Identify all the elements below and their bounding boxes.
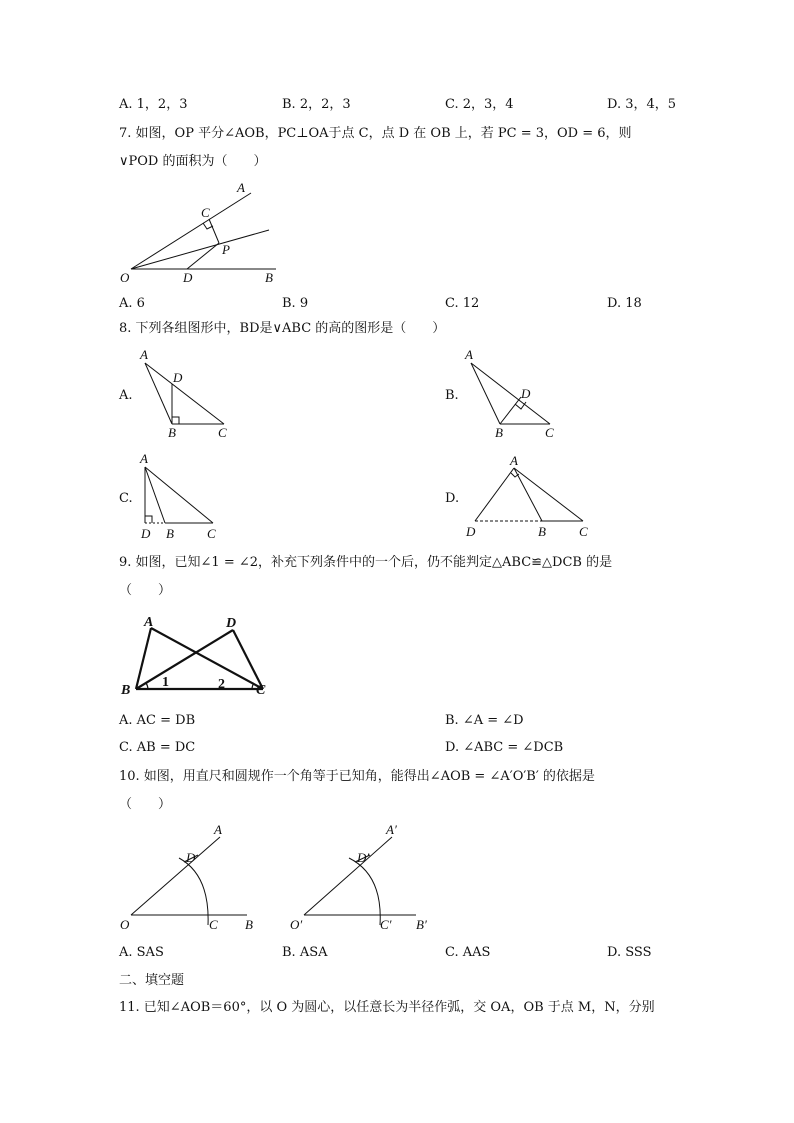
q8c-label-a: A — [140, 451, 148, 466]
q9-label-d: D — [226, 616, 237, 631]
q7-label-b: B — [265, 270, 273, 285]
q10-stem: 10. 如图，用直尺和圆规作一个角等于已知角，能得出∠AOB = ∠A′O′B′ 的依据是 — [119, 769, 595, 784]
q8d-label-a: A — [510, 453, 518, 468]
q9-label-b: B — [121, 683, 131, 698]
q8c-label-d: D — [141, 526, 151, 541]
q10-fig1-label-b: B — [245, 917, 253, 932]
q9-option-a: A. AC = DB — [119, 713, 196, 728]
q7-label-c: C — [201, 205, 210, 220]
q10-fig1-label-a: A — [214, 822, 222, 837]
q10-option-d: D. SSS — [607, 945, 652, 960]
q9-option-d: D. ∠ABC = ∠DCB — [445, 740, 564, 755]
q9-label-c: C — [256, 683, 266, 698]
q6-option-a: A. 1，2，3 — [119, 97, 188, 112]
q6-option-d: D. 3，4，5 — [607, 97, 677, 112]
q10-fig2-label-d: D′ — [357, 850, 370, 865]
q9-option-c: C. AB = DC — [119, 740, 196, 755]
q8b-label-b: B — [495, 425, 503, 440]
q8a-label-d: D — [173, 370, 183, 385]
q7-option-a: A. 6 — [119, 296, 145, 311]
q10-fig2-label-a: A′ — [386, 822, 397, 837]
q8a-label-a: A — [140, 347, 148, 362]
q8c-label-c: C — [207, 526, 216, 541]
q7-option-d: D. 18 — [607, 296, 642, 311]
q10-option-a: A. SAS — [119, 945, 164, 960]
q8-option-a-letter: A. — [119, 388, 133, 403]
q7-stem-line1: 7. 如图，OP 平分∠AOB，PC⊥OA于点 C，点 D 在 OB 上，若 PC = 3，OD = 6，则 — [119, 126, 632, 141]
q8c-label-b: B — [166, 526, 174, 541]
q9-label-2: 2 — [218, 677, 225, 692]
q8d-label-d: D — [466, 524, 476, 539]
q8d-label-b: B — [538, 524, 546, 539]
section-title: 二、填空题 — [119, 973, 185, 988]
q10-fig2-label-c: C′ — [380, 917, 392, 932]
q8a-label-b: B — [168, 425, 176, 440]
q9-label-a: A — [144, 615, 154, 630]
q8-stem: 8. 下列各组图形中，BD是∨ABC 的高的图形是（ ） — [119, 321, 446, 336]
q7-label-p: P — [222, 242, 230, 257]
q9-paren: （ ） — [119, 583, 172, 598]
q8b-label-d: D — [521, 386, 531, 401]
q7-label-o: O — [120, 270, 130, 285]
q10-fig2-label-o: O′ — [290, 917, 303, 932]
q7-label-a: A — [237, 180, 245, 195]
q8-option-c-letter: C. — [119, 491, 133, 506]
q11-stem: 11. 已知∠AOB＝60°，以 O 为圆心，以任意长为半径作弧，交 OA，OB 于点 M，N，分别 — [119, 1000, 655, 1015]
q8-option-b-letter: B. — [445, 388, 459, 403]
q8d-label-c: C — [579, 524, 588, 539]
q9-option-b: B. ∠A = ∠D — [445, 713, 524, 728]
q10-fig2-label-b: B′ — [416, 917, 427, 932]
q7-label-d: D — [183, 270, 193, 285]
q8-option-d-letter: D. — [445, 491, 460, 506]
q10-fig1-label-c: C — [209, 917, 218, 932]
q6-option-c: C. 2，3，4 — [445, 97, 514, 112]
q10-option-b: B. ASA — [282, 945, 328, 960]
q6-option-b: B. 2，2，3 — [282, 97, 351, 112]
q7-stem-line2: ∨POD 的面积为（ ） — [119, 154, 267, 169]
q10-option-c: C. AAS — [445, 945, 491, 960]
q10-paren: （ ） — [119, 797, 172, 812]
q10-fig1-label-d: D — [186, 850, 196, 865]
q10-fig1-label-o: O — [120, 917, 130, 932]
q8b-label-a: A — [465, 347, 473, 362]
q7-option-b: B. 9 — [282, 296, 309, 311]
q9-stem: 9. 如图，已知∠1 = ∠2，补充下列条件中的一个后，仍不能判定△ABC≌△DCB 的是 — [119, 555, 613, 570]
q9-label-1: 1 — [162, 675, 169, 690]
q7-option-c: C. 12 — [445, 296, 480, 311]
q8a-label-c: C — [218, 425, 227, 440]
q8b-label-c: C — [545, 425, 554, 440]
